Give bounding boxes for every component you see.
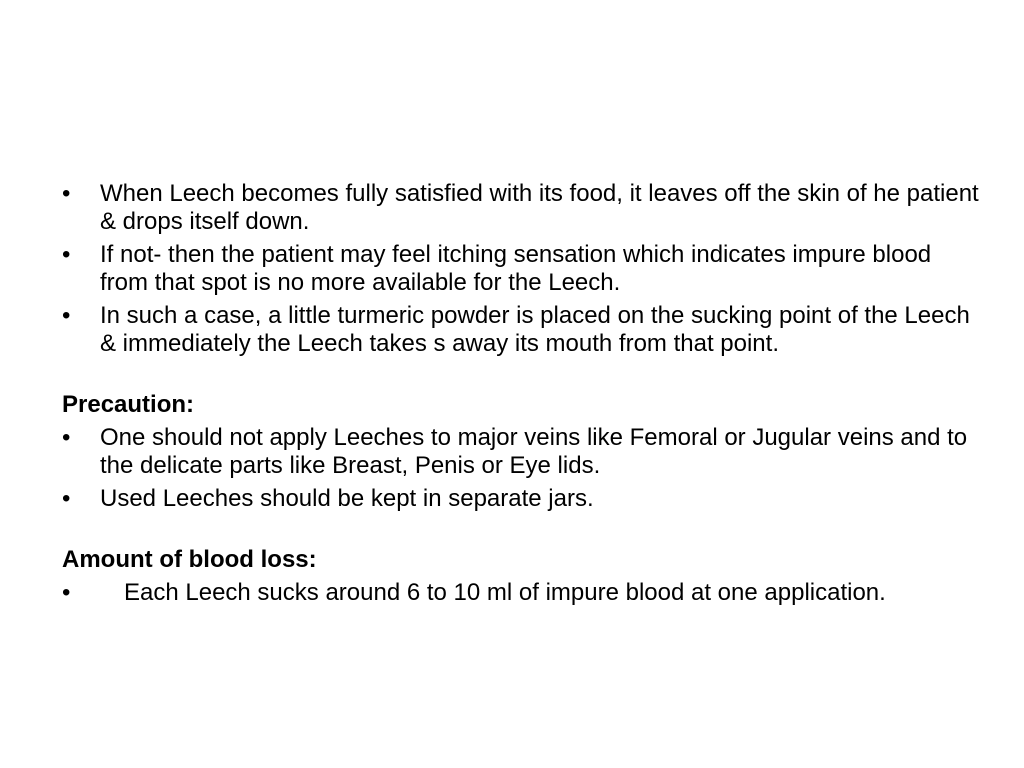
bullet-text: Each Leech sucks around 6 to 10 ml of impure blood at one application. xyxy=(124,579,886,606)
list-item xyxy=(62,241,982,297)
list-item xyxy=(62,302,982,358)
bullet-text: Used Leeches should be kept in separate jars. xyxy=(100,485,594,512)
bullet-text: In such a case, a little turmeric powder is placed on the sucking point of the Leech & immediately the Leech takes s away its mouth from that point. xyxy=(100,302,970,357)
bullet-icon: • xyxy=(62,241,71,268)
spacer xyxy=(62,363,982,391)
bullet-icon: • xyxy=(62,180,71,207)
bullet-text: If not- then the patient may feel itching sensation which indicates impure blood from that spot is no more available for the Leech. xyxy=(100,241,932,296)
slide-content xyxy=(62,180,982,612)
spacer xyxy=(62,518,982,546)
list-item xyxy=(62,485,982,513)
precaution-heading: Precaution: xyxy=(62,391,195,418)
list-item xyxy=(62,180,982,236)
bullet-icon: • xyxy=(62,302,71,329)
list-item xyxy=(62,579,982,607)
intro-bullet-list xyxy=(62,180,982,358)
bullet-text: When Leech becomes fully satisfied with its food, it leaves off the skin of he patient & drops itself down. xyxy=(100,180,979,235)
list-item xyxy=(62,424,982,480)
blood-loss-heading: Amount of blood loss: xyxy=(62,546,317,573)
bullet-icon: • xyxy=(62,579,71,606)
precaution-bullet-list xyxy=(62,424,982,513)
bullet-icon: • xyxy=(62,485,71,512)
blood-loss-bullet-list xyxy=(62,579,982,607)
bullet-icon: • xyxy=(62,424,71,451)
bullet-text: One should not apply Leeches to major veins like Femoral or Jugular veins and to the delicate parts like Breast, Penis or Eye lids. xyxy=(100,424,968,479)
